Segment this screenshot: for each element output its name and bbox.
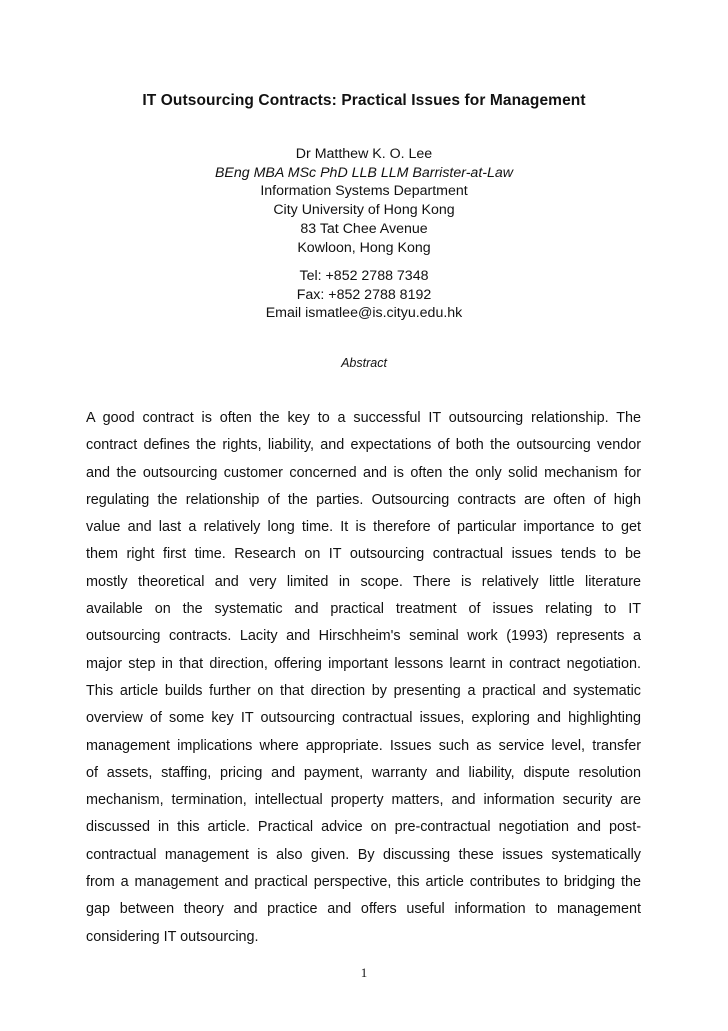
- abstract-line: contract defines the rights, liability, and expectations of both the outsourcing vendor: [86, 437, 641, 454]
- abstract-line: contractual management is also given. By discussing these issues systematically: [86, 846, 641, 863]
- abstract-line: overview of some key IT outsourcing contractual issues, exploring and highlighting: [86, 710, 641, 727]
- page-number: 1: [360, 965, 368, 980]
- abstract-line: and the outsourcing customer concerned and is often the only solid mechanism for: [86, 464, 641, 481]
- contact-fax: Fax: +852 2788 8192: [296, 286, 432, 303]
- abstract-line: management implications where appropriate. Issues such as service level, transfer: [86, 737, 641, 754]
- abstract-line: This article builds further on that direction by presenting a practical and systematic: [86, 682, 641, 699]
- abstract-line: value and last a relatively long time. It is therefore of particular importance to get: [86, 519, 641, 536]
- abstract-line: available on the systematic and practical treatment of issues relating to IT: [86, 601, 641, 618]
- abstract-line: of assets, staffing, pricing and payment, warranty and liability, dispute resolution: [86, 764, 641, 781]
- paper-title: IT Outsourcing Contracts: Practical Issues for Management: [142, 92, 586, 109]
- abstract-line: regulating the relationship of the parties. Outsourcing contracts are often of high: [86, 491, 641, 508]
- abstract-line: considering IT outsourcing.: [86, 928, 259, 945]
- author-block: [0, 145, 728, 257]
- contact-block: [0, 267, 728, 323]
- contact-email: Email ismatlee@is.cityu.edu.hk: [265, 305, 463, 322]
- author-street: 83 Tat Chee Avenue: [300, 220, 428, 237]
- author-university: City University of Hong Kong: [273, 202, 455, 219]
- abstract-heading: Abstract: [341, 356, 387, 370]
- abstract-line: gap between theory and practice and offers useful information to management: [86, 901, 641, 918]
- author-name: Dr Matthew K. O. Lee: [295, 146, 433, 162]
- abstract-line: from a management and practical perspective, this article contributes to bridging the: [86, 874, 641, 891]
- author-credentials: BEng MBA MSc PhD LLB LLM Barrister-at-Law: [214, 164, 514, 181]
- abstract-line: them right first time. Research on IT outsourcing contractual issues tends to be: [86, 546, 641, 563]
- abstract-line: discussed in this article. Practical advice on pre-contractual negotiation and post-: [86, 819, 641, 836]
- abstract-line: A good contract is often the key to a successful IT outsourcing relationship. The: [86, 410, 641, 426]
- abstract-line: major step in that direction, offering important lessons learnt in contract negotiation.: [86, 655, 641, 672]
- abstract-line: mechanism, termination, intellectual property matters, and information security are: [86, 792, 641, 809]
- author-department: Information Systems Department: [260, 183, 468, 200]
- author-city: Kowloon, Hong Kong: [297, 239, 431, 256]
- abstract-body: [86, 405, 641, 951]
- abstract-line: mostly theoretical and very limited in scope. There is relatively little literature: [86, 573, 641, 590]
- abstract-line: outsourcing contracts. Lacity and Hirschheim's seminal work (1993) represents a: [86, 628, 641, 645]
- contact-tel: Tel: +852 2788 7348: [299, 268, 429, 284]
